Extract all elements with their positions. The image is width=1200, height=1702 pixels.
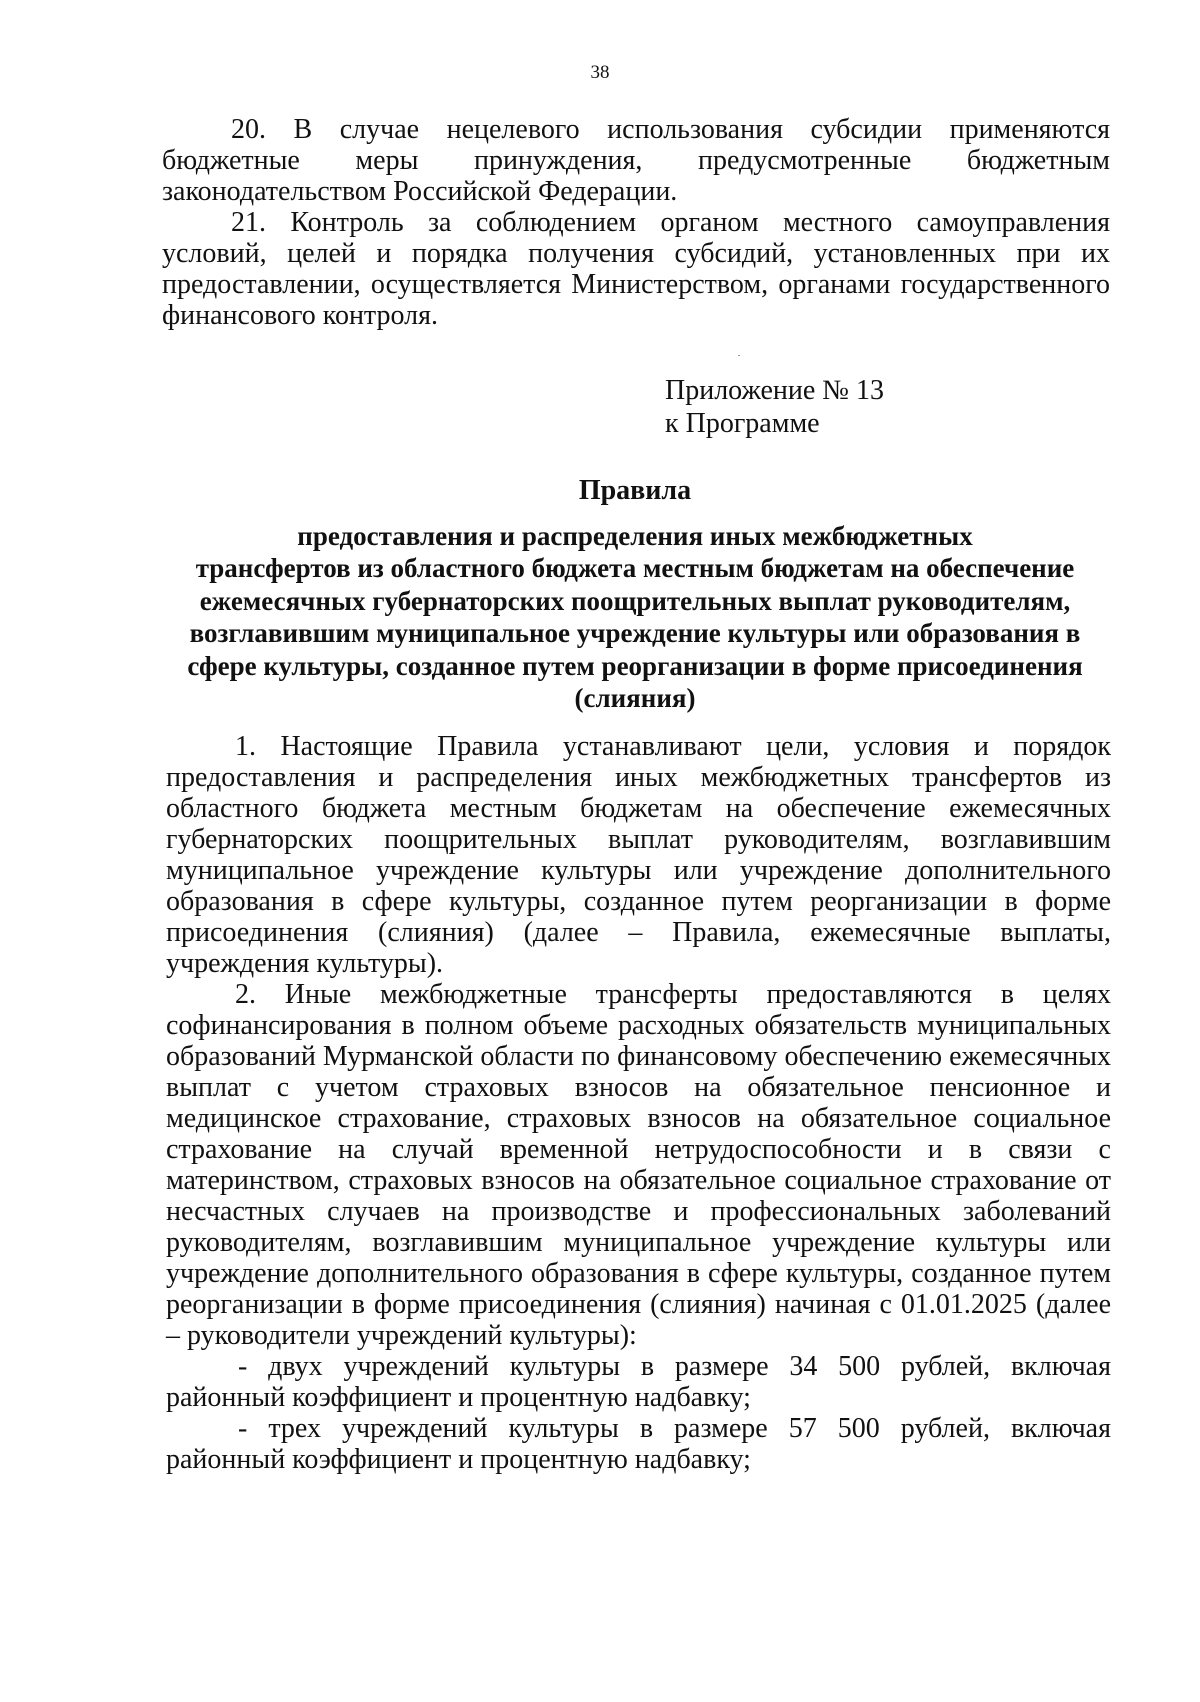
title-line: ежемесячных губернаторских поощрительных выплат руководителям,: [199, 585, 1071, 616]
appendix-ref: к Программе: [665, 408, 820, 439]
title-line: сфере культуры, созданное путем реорганизации в форме присоединения: [187, 650, 1083, 681]
title-main: Правила: [578, 475, 692, 506]
list-item-three-institutions: - трех учреждений культуры в размере 57 500 рублей, включая районный коэффициент и процентную надбавку;: [166, 1413, 1111, 1475]
paragraph-2: 2. Иные межбюджетные трансферты предоставляются в целях софинансирования в полном объеме расходных обязательств муниципальных образований Мурманской области по финансовому обеспечению ежемесячных выплат с учетом страховых взносов на обязательное пенсионное и медицинское страхование, страховых взносов на обязательное социальное страхование на случай временной нетрудоспособности и в связи с материнством, страховых взносов на обязательное социальное страхование от несчастных случаев на производстве и профессиональных заболеваний руководителям, возглавившим муниципальное учреждение культуры или учреждение дополнительного образования в сфере культуры, созданное путем реорганизации в форме присоединения (слияния) начиная с 01.01.2025 (далее – руководители учреждений культуры):: [166, 979, 1111, 1351]
appendix-number: Приложение № 13: [665, 375, 884, 406]
list-item-two-institutions: - двух учреждений культуры в размере 34 500 рублей, включая районный коэффициент и процентную надбавку;: [166, 1351, 1111, 1413]
paragraph-21: 21. Контроль за соблюдением органом местного самоуправления условий, целей и порядка получения субсидий, установленных при их предоставлении, осуществляется Министерством, органами государственного финансового контроля.: [162, 207, 1110, 331]
title-line: трансфертов из областного бюджета местным бюджетам на обеспечение: [195, 553, 1075, 583]
appendix-label: [665, 374, 884, 440]
title-line: возглавившим муниципальное учреждение культуры или образования в: [189, 618, 1081, 648]
paragraph-20: 20. В случае нецелевого использования субсидии применяются бюджетные меры принуждения, предусмотренные бюджетным законодательством Российской Федерации.: [162, 114, 1110, 207]
rules-text: [166, 731, 1111, 1475]
paragraph-1: 1. Настоящие Правила устанавливают цели, условия и порядок предоставления и распределения иных межбюджетных трансфертов из областного бюджета местным бюджетам на обеспечение ежемесячных губернаторских поощрительных выплат руководителям, возглавившим муниципальное учреждение культуры или учреждение дополнительного образования в сфере культуры, созданное путем реорганизации в форме присоединения (слияния) (далее – Правила, ежемесячные выплаты, учреждения культуры).: [166, 731, 1111, 979]
page-number: 38: [590, 62, 610, 83]
document-title: [150, 475, 1120, 715]
title-line: предоставления и распределения иных межбюджетных: [297, 520, 973, 551]
intro-text: [162, 114, 1110, 331]
title-line: (слияния): [574, 683, 696, 713]
scan-speck: [738, 355, 740, 356]
